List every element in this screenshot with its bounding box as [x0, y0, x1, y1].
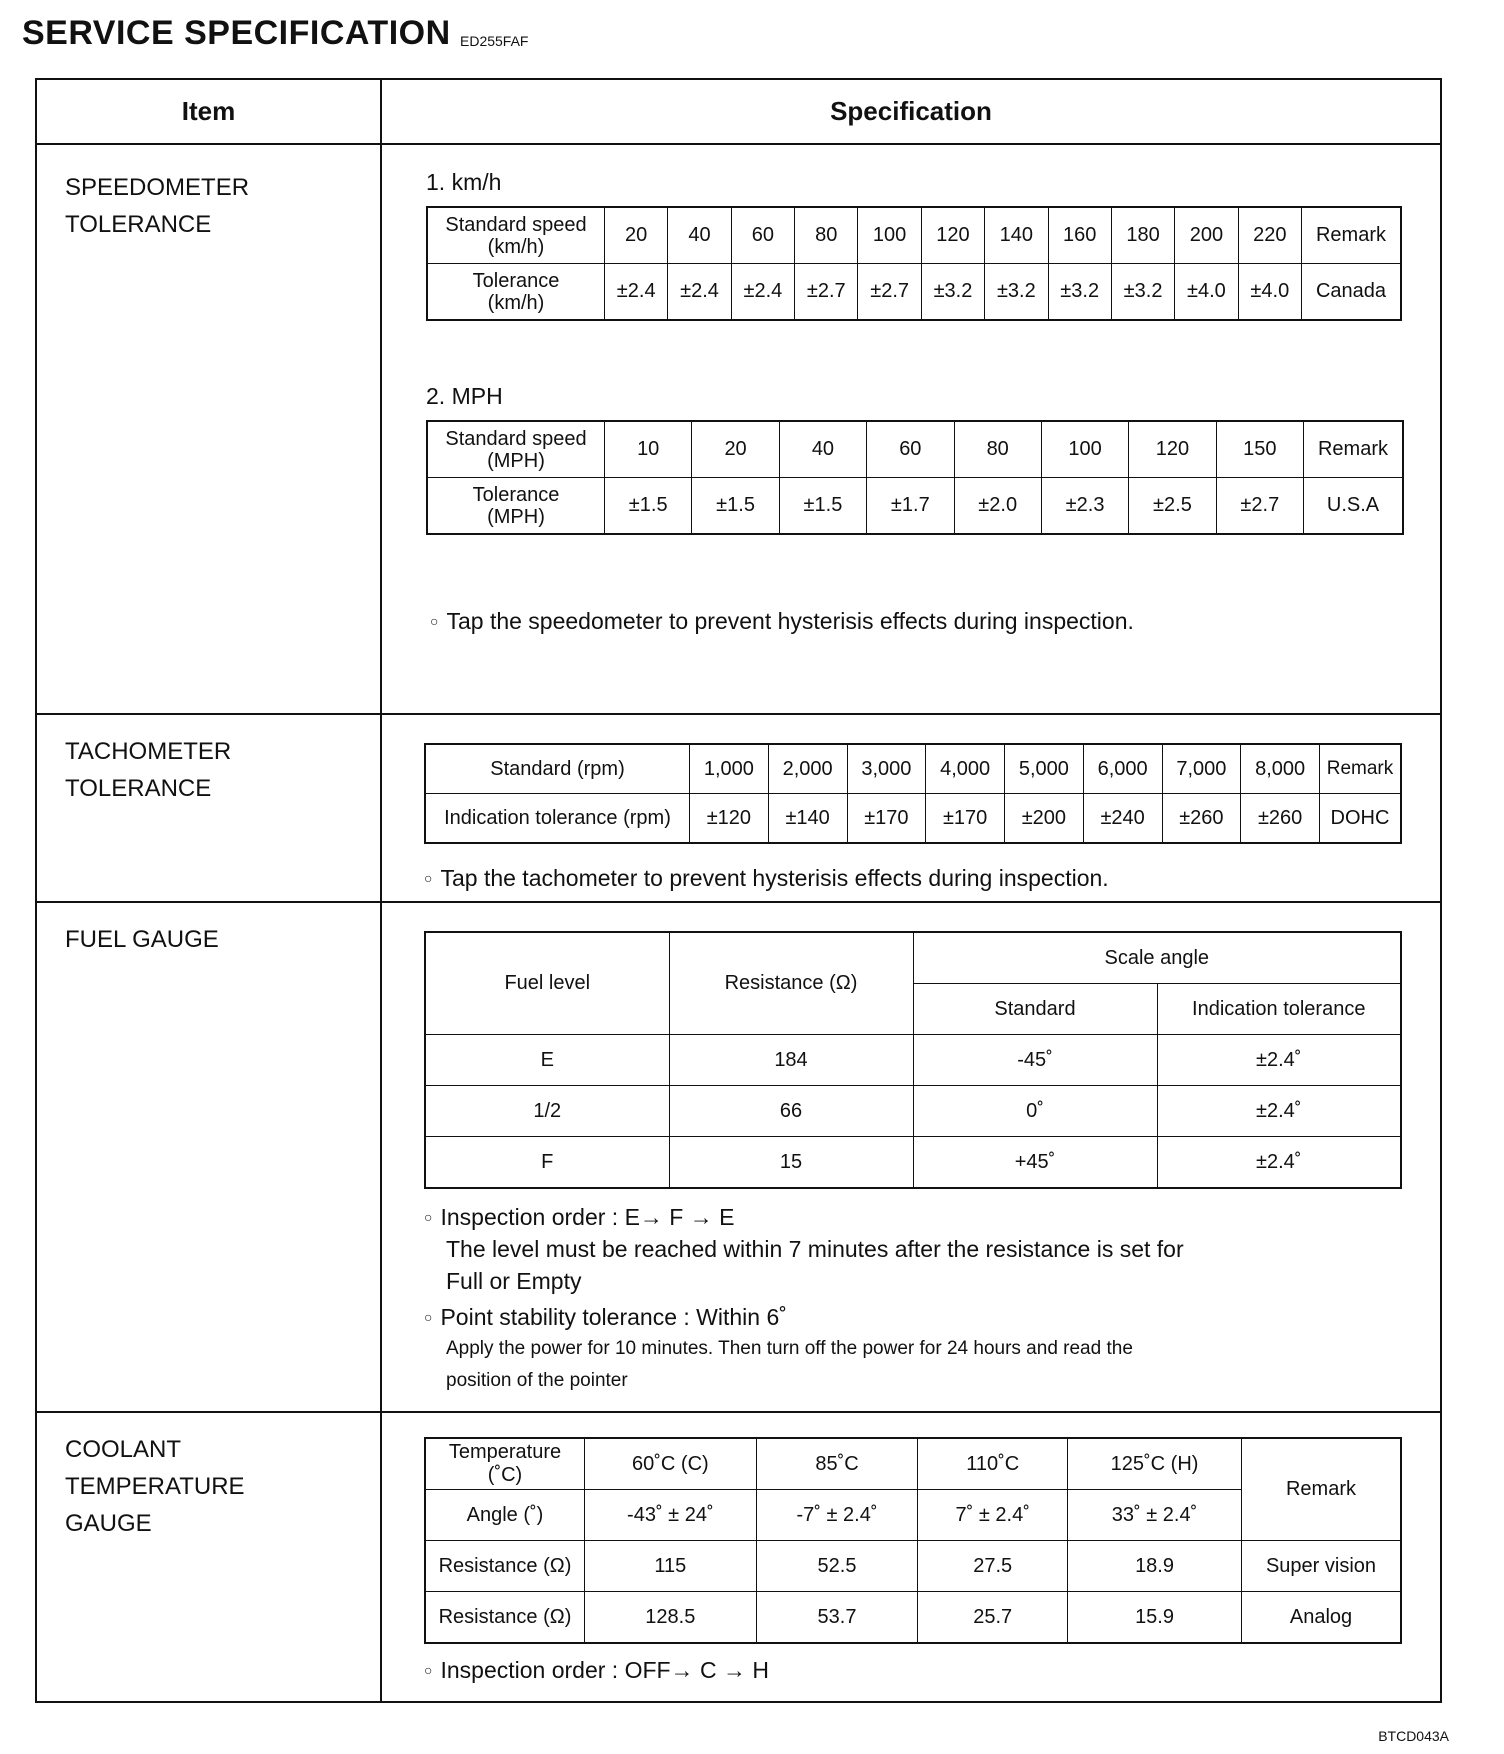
tolerance-cell: ±3.2 [1111, 264, 1174, 321]
tolerance-cell: ±2.4 [731, 264, 794, 321]
item-label-line: TACHOMETER [65, 738, 232, 765]
bullet-icon: ○ [424, 1662, 433, 1678]
tolerance-cell: ±2.4˚ [1157, 1086, 1401, 1137]
resistance-cell: 66 [669, 1086, 913, 1137]
temperature-cell: 60˚C (C) [585, 1438, 757, 1490]
resistance-cell: 53.7 [756, 1592, 918, 1644]
item-column-header: Item [36, 79, 381, 144]
speed-cell: 20 [605, 207, 668, 264]
tachometer-row [36, 714, 1441, 902]
tolerance-cell: ±260 [1162, 794, 1241, 844]
tolerance-cell: ±4.0 [1175, 264, 1238, 321]
bullet-icon: ○ [424, 1209, 433, 1225]
row-label: Indication tolerance (rpm) [425, 794, 690, 844]
row-label: Resistance (Ω) [425, 1592, 585, 1644]
tolerance-cell: ±1.5 [605, 478, 692, 535]
resistance-cell: 18.9 [1068, 1541, 1242, 1592]
resistance-cell: 15 [669, 1137, 913, 1189]
fuel-level-cell: E [425, 1035, 669, 1086]
scale-angle-header: Scale angle [913, 932, 1401, 984]
speed-cell: 60 [731, 207, 794, 264]
tolerance-cell: ±120 [690, 794, 769, 844]
tachometer-spec [381, 714, 1441, 902]
speed-cell: 140 [985, 207, 1048, 264]
temperature-cell: 125˚C (H) [1068, 1438, 1242, 1490]
speed-cell: 100 [858, 207, 921, 264]
item-label-line: SPEEDOMETER [65, 174, 250, 201]
bullet-icon: ○ [424, 870, 433, 886]
resistance-cell: 115 [585, 1541, 757, 1592]
document-code: ED255FAF [460, 33, 529, 49]
header-row [36, 79, 1441, 144]
item-label-line: COOLANT [65, 1436, 182, 1463]
fuel-gauge-row [36, 902, 1441, 1412]
tolerance-cell: ±2.7 [1216, 478, 1303, 535]
remark-header: Remark [1304, 421, 1404, 478]
remark-value: Analog [1242, 1592, 1402, 1644]
specification-column-header: Specification [381, 79, 1441, 144]
speed-cell: 20 [692, 421, 779, 478]
row-label: Standard (rpm) [425, 744, 690, 794]
remark-value: U.S.A [1304, 478, 1404, 535]
speed-cell: 120 [921, 207, 984, 264]
coolant-item [36, 1412, 381, 1702]
fuel-gauge-spec [381, 902, 1441, 1412]
remark-value: Canada [1302, 264, 1402, 321]
coolant-row [36, 1412, 1441, 1702]
tolerance-cell: ±1.5 [692, 478, 779, 535]
remark-value: Super vision [1242, 1541, 1402, 1592]
speed-cell: 220 [1238, 207, 1301, 264]
tolerance-cell: ±1.5 [779, 478, 866, 535]
coolant-table [424, 1437, 1402, 1644]
speed-cell: 200 [1175, 207, 1238, 264]
fuel-note-detail-line: Full or Empty [446, 1268, 582, 1294]
row-label: Standard speed (MPH) [427, 421, 605, 478]
tolerance-cell: ±2.0 [954, 478, 1041, 535]
resistance-cell: 15.9 [1068, 1592, 1242, 1644]
rpm-cell: 8,000 [1241, 744, 1320, 794]
table-row [425, 1592, 1401, 1644]
speed-cell: 150 [1216, 421, 1303, 478]
row-label: Temperature (˚C) [425, 1438, 585, 1490]
table-row [425, 1035, 1401, 1086]
coolant-note: ○ Inspection order : OFF→ C → H [424, 1657, 769, 1683]
item-label-line: TOLERANCE [65, 211, 212, 238]
speed-cell: 80 [795, 207, 858, 264]
fuel-note-inspection-order: ○ Inspection order : E→ F → E [424, 1204, 735, 1230]
service-spec-table [35, 78, 1442, 1703]
tolerance-cell: ±2.7 [795, 264, 858, 321]
tolerance-cell: ±260 [1241, 794, 1320, 844]
remark-header: Remark [1320, 744, 1402, 794]
speed-cell: 10 [605, 421, 692, 478]
item-label-line: TOLERANCE [65, 775, 212, 802]
row-label: Tolerance (MPH) [427, 478, 605, 535]
tolerance-cell: ±1.7 [867, 478, 954, 535]
speed-cell: 100 [1041, 421, 1128, 478]
speed-cell: 180 [1111, 207, 1174, 264]
row-label: Standard speed (km/h) [427, 207, 605, 264]
angle-cell: 33˚ ± 2.4˚ [1068, 1490, 1242, 1541]
speedometer-item [36, 144, 381, 714]
angle-cell: -43˚ ± 24˚ [585, 1490, 757, 1541]
rpm-cell: 5,000 [1005, 744, 1084, 794]
rpm-cell: 7,000 [1162, 744, 1241, 794]
tolerance-cell: ±240 [1083, 794, 1162, 844]
resistance-cell: 27.5 [918, 1541, 1068, 1592]
tolerance-cell: ±170 [926, 794, 1005, 844]
table-row [425, 1137, 1401, 1189]
fuel-level-cell: 1/2 [425, 1086, 669, 1137]
fuel-gauge-table [424, 931, 1402, 1189]
speedometer-note: ○ Tap the speedometer to prevent hysterisis effects during inspection. [430, 608, 1134, 634]
remark-header: Remark [1302, 207, 1402, 264]
item-label-line: TEMPERATURE [65, 1473, 245, 1500]
tolerance-cell: ±2.4 [668, 264, 731, 321]
tachometer-item [36, 714, 381, 902]
rpm-cell: 3,000 [847, 744, 926, 794]
speedometer-spec [381, 144, 1441, 714]
temperature-cell: 85˚C [756, 1438, 918, 1490]
resistance-cell: 184 [669, 1035, 913, 1086]
tolerance-cell: ±2.4 [605, 264, 668, 321]
speed-cell: 80 [954, 421, 1041, 478]
tolerance-cell: ±2.5 [1129, 478, 1216, 535]
tolerance-cell: ±2.3 [1041, 478, 1128, 535]
indication-tolerance-header: Indication tolerance [1157, 984, 1401, 1035]
kmh-heading: 1. km/h [426, 169, 502, 195]
fuel-note-detail-line: position of the pointer [446, 1370, 628, 1391]
fuel-level-header: Fuel level [425, 932, 669, 1035]
bullet-icon: ○ [424, 1309, 433, 1325]
page-title: SERVICE SPECIFICATION [22, 14, 451, 52]
mph-heading: 2. MPH [426, 383, 503, 409]
remark-value: DOHC [1320, 794, 1402, 844]
rpm-cell: 4,000 [926, 744, 1005, 794]
rpm-cell: 1,000 [690, 744, 769, 794]
tachometer-table [424, 743, 1402, 844]
speed-cell: 40 [779, 421, 866, 478]
mph-table [426, 420, 1404, 535]
bullet-icon: ○ [430, 613, 439, 629]
resistance-cell: 52.5 [756, 1541, 918, 1592]
tachometer-note: ○ Tap the tachometer to prevent hysterisis effects during inspection. [424, 865, 1109, 891]
table-row [425, 1086, 1401, 1137]
fuel-note-stability: ○ Point stability tolerance : Within 6˚ [424, 1304, 787, 1330]
tolerance-cell: ±2.4˚ [1157, 1137, 1401, 1189]
tolerance-cell: ±4.0 [1238, 264, 1301, 321]
standard-cell: +45˚ [913, 1137, 1157, 1189]
kmh-table [426, 206, 1402, 321]
speed-cell: 120 [1129, 421, 1216, 478]
remark-header: Remark [1242, 1438, 1402, 1541]
row-label: Angle (˚) [425, 1490, 585, 1541]
speed-cell: 40 [668, 207, 731, 264]
figure-code: BTCD043A [1378, 1728, 1449, 1744]
rpm-cell: 2,000 [768, 744, 847, 794]
item-label-line: GAUGE [65, 1510, 152, 1537]
standard-cell: 0˚ [913, 1086, 1157, 1137]
speed-cell: 160 [1048, 207, 1111, 264]
tolerance-cell: ±3.2 [985, 264, 1048, 321]
angle-cell: -7˚ ± 2.4˚ [756, 1490, 918, 1541]
angle-cell: 7˚ ± 2.4˚ [918, 1490, 1068, 1541]
tolerance-cell: ±3.2 [1048, 264, 1111, 321]
resistance-cell: 25.7 [918, 1592, 1068, 1644]
resistance-cell: 128.5 [585, 1592, 757, 1644]
tolerance-cell: ±140 [768, 794, 847, 844]
tolerance-cell: ±2.7 [858, 264, 921, 321]
rpm-cell: 6,000 [1083, 744, 1162, 794]
row-label: Resistance (Ω) [425, 1541, 585, 1592]
standard-cell: -45˚ [913, 1035, 1157, 1086]
fuel-note-detail-line: The level must be reached within 7 minutes after the resistance is set for [446, 1236, 1184, 1262]
resistance-header: Resistance (Ω) [669, 932, 913, 1035]
tolerance-cell: ±170 [847, 794, 926, 844]
speedometer-row [36, 144, 1441, 714]
table-row [425, 1541, 1401, 1592]
row-label: Tolerance (km/h) [427, 264, 605, 321]
tolerance-cell: ±200 [1005, 794, 1084, 844]
tolerance-cell: ±3.2 [921, 264, 984, 321]
fuel-gauge-item [36, 902, 381, 1412]
coolant-spec [381, 1412, 1441, 1702]
item-label-line: FUEL GAUGE [65, 926, 219, 953]
speed-cell: 60 [867, 421, 954, 478]
standard-header: Standard [913, 984, 1157, 1035]
temperature-cell: 110˚C [918, 1438, 1068, 1490]
tolerance-cell: ±2.4˚ [1157, 1035, 1401, 1086]
fuel-note-detail-line: Apply the power for 10 minutes. Then turn off the power for 24 hours and read the [446, 1338, 1133, 1359]
fuel-level-cell: F [425, 1137, 669, 1189]
